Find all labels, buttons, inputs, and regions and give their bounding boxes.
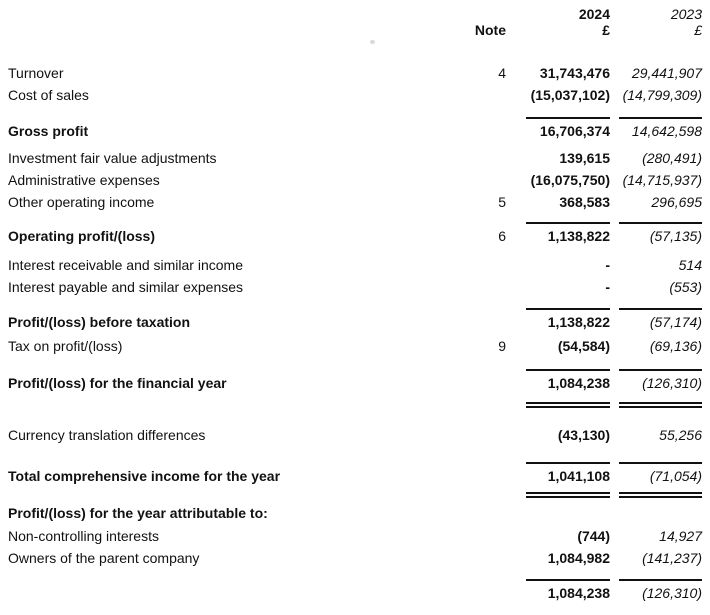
row-value-2024: 1,084,238: [547, 375, 610, 391]
row-value-2023: (57,174): [649, 314, 702, 330]
rule-line-2024: [526, 308, 610, 310]
table-row: [8, 547, 702, 569]
table-row: [8, 147, 702, 169]
rule-line-2024: [526, 222, 610, 224]
row-note: 6: [498, 228, 506, 244]
table-row: [8, 62, 702, 84]
rule-line-2024: [526, 117, 610, 119]
row-value-2024: 1,138,822: [547, 314, 610, 330]
row-value-2023: (280,491): [642, 150, 702, 166]
row-label: Profit/(loss) for the year attributable to:: [8, 505, 268, 521]
row-label: Turnover: [8, 65, 64, 81]
row-value-2024: 31,743,476: [539, 65, 610, 81]
row-value-2024: (744): [577, 528, 610, 544]
row-value-2024: 1,084,238: [547, 585, 610, 601]
row-label: Operating profit/(loss): [8, 228, 155, 244]
row-value-2024: 139,615: [559, 150, 610, 166]
rule-line-2023: [619, 579, 702, 581]
rule-line-2023: [619, 402, 702, 408]
rule-line-2023: [619, 222, 702, 224]
statement-rows: [8, 62, 702, 604]
row-value-2023: (57,135): [649, 228, 702, 244]
row-value-2023: 14,642,598: [631, 123, 702, 139]
row-value-2024: 16,706,374: [539, 123, 610, 139]
total-rule: [8, 117, 702, 119]
row-note: 4: [498, 65, 506, 81]
row-value-2023: (14,715,937): [622, 172, 702, 188]
row-value-2023: (126,310): [642, 375, 702, 391]
table-row: [8, 120, 702, 142]
row-value-2024: (54,584): [557, 338, 610, 354]
table-row: [8, 276, 702, 298]
row-value-2023: (14,799,309): [622, 87, 702, 103]
column-header-units: [8, 22, 702, 38]
row-value-2023: (553): [669, 279, 702, 295]
rule-line-2024: [526, 492, 610, 498]
table-row: [8, 424, 702, 446]
table-row: [8, 525, 702, 547]
row-value-2024: -: [605, 279, 610, 295]
row-label: Interest receivable and similar income: [8, 257, 243, 273]
row-label: Tax on profit/(loss): [8, 338, 123, 354]
table-row: [8, 225, 702, 247]
row-label: Gross profit: [8, 123, 89, 139]
row-value-2023: 55,256: [659, 427, 702, 443]
currency-symbol-2024: £: [602, 22, 610, 38]
table-row: [8, 335, 702, 357]
row-value-2024: 1,138,822: [547, 228, 610, 244]
row-value-2024: 1,041,108: [547, 468, 610, 484]
row-value-2024: (16,075,750): [530, 172, 610, 188]
rule-line-2024: [526, 462, 610, 464]
table-row: [8, 254, 702, 276]
row-note: 9: [498, 338, 506, 354]
rule-line-2023: [619, 492, 702, 498]
row-label: Administrative expenses: [8, 172, 160, 188]
rule-line-2023: [619, 462, 702, 464]
row-value-2023: 29,441,907: [631, 65, 702, 81]
column-header-2024: 2024: [578, 6, 610, 22]
row-value-2024: (43,130): [557, 427, 610, 443]
table-row: [8, 191, 702, 213]
column-header-years: [8, 6, 702, 22]
row-label: Interest payable and similar expenses: [8, 279, 244, 295]
total-rule: [8, 369, 702, 371]
row-label: Non-controlling interests: [8, 528, 159, 544]
rule-line-2024: [526, 402, 610, 408]
table-row: [8, 502, 702, 524]
total-rule: [8, 492, 702, 498]
total-rule: [8, 402, 702, 408]
row-value-2023: (126,310): [642, 585, 702, 601]
row-value-2024: (15,037,102): [530, 87, 610, 103]
row-label: Profit/(loss) before taxation: [8, 314, 191, 330]
rule-line-2024: [526, 369, 610, 371]
table-row: [8, 84, 702, 106]
table-row: [8, 465, 702, 487]
row-value-2023: (69,136): [649, 338, 702, 354]
row-value-2023: 14,927: [659, 528, 702, 544]
column-header-note: Note: [474, 22, 506, 38]
row-value-2023: 514: [678, 257, 702, 273]
row-value-2023: (141,237): [642, 550, 702, 566]
row-value-2024: -: [605, 257, 610, 273]
row-label: Total comprehensive income for the year: [8, 468, 281, 484]
table-row: [8, 311, 702, 333]
row-label: Currency translation differences: [8, 427, 206, 443]
row-note: 5: [498, 194, 506, 210]
column-header-2023: 2023: [670, 6, 702, 22]
row-label: Cost of sales: [8, 87, 89, 103]
rule-line-2024: [526, 579, 610, 581]
rule-line-2023: [619, 308, 702, 310]
rule-line-2023: [619, 369, 702, 371]
rule-line-2023: [619, 117, 702, 119]
statement-table: [0, 6, 710, 604]
total-rule: [8, 462, 702, 464]
currency-symbol-2023: £: [694, 22, 702, 38]
row-label: Owners of the parent company: [8, 550, 200, 566]
row-value-2024: 1,084,982: [547, 550, 610, 566]
table-row: [8, 372, 702, 394]
scan-artifact: [370, 40, 375, 44]
row-value-2023: (71,054): [649, 468, 702, 484]
total-rule: [8, 308, 702, 310]
total-rule: [8, 222, 702, 224]
table-row: [8, 582, 702, 604]
row-value-2023: 296,695: [651, 194, 702, 210]
row-label: Other operating income: [8, 194, 155, 210]
scanned-financial-statement-page: [0, 6, 710, 615]
row-label: Profit/(loss) for the financial year: [8, 375, 227, 391]
total-rule: [8, 579, 702, 581]
table-row: [8, 169, 702, 191]
row-label: Investment fair value adjustments: [8, 150, 217, 166]
row-value-2024: 368,583: [559, 194, 610, 210]
